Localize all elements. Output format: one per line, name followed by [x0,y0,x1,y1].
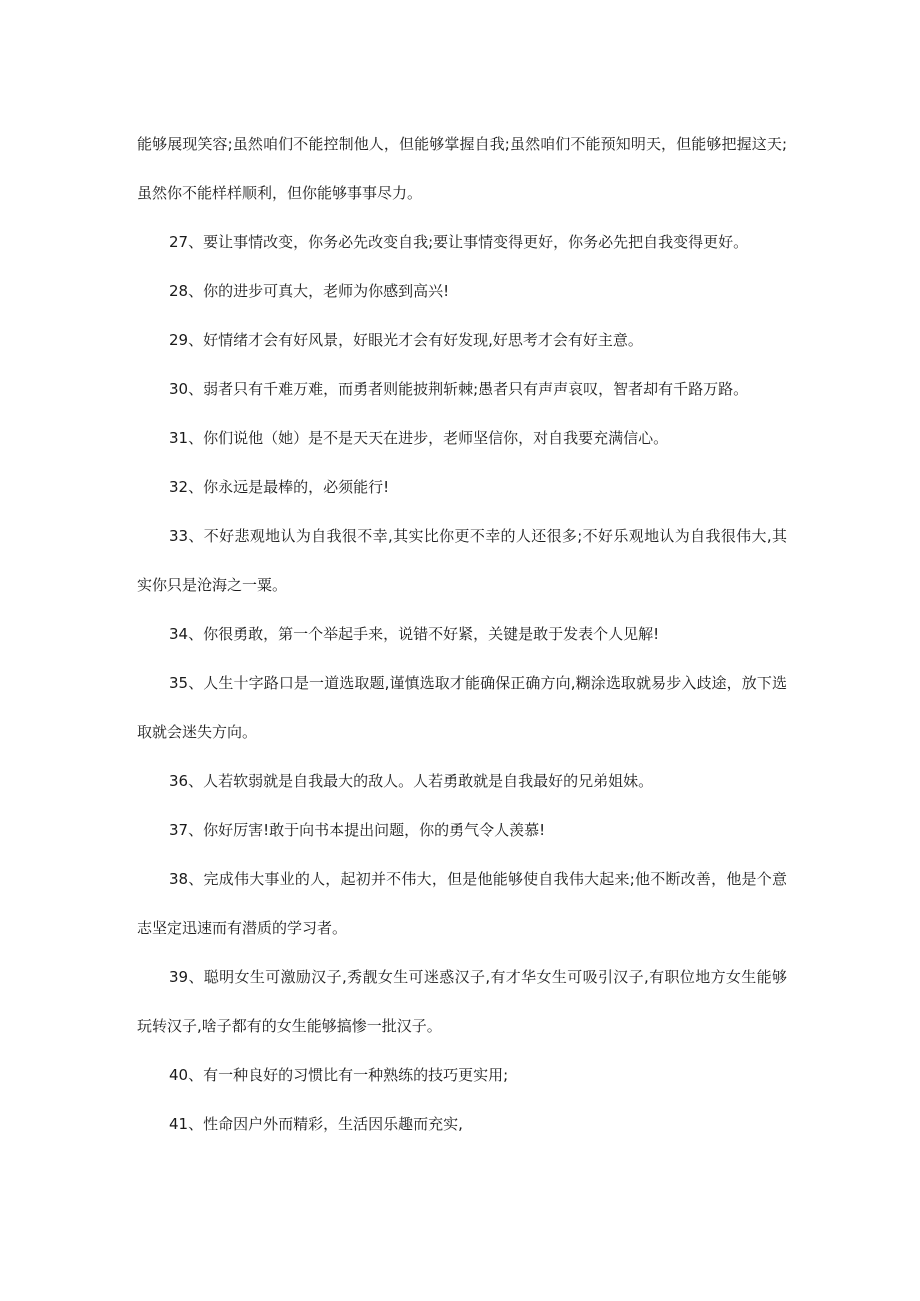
paragraph: 28、你的进步可真大，老师为你感到高兴! [169,282,450,300]
paragraph: 32、你永远是最棒的，必须能行! [169,478,390,496]
paragraph: 36、人若软弱就是自我最大的敌人。人若勇敢就是自我最好的兄弟姐妹。 [169,772,654,790]
paragraph: 35、人生十字路口是一道选取题,谨慎选取才能确保正确方向,糊涂选取就易步入歧途，放下选取就会迷失方向。 [137,674,787,741]
paragraph: 38、完成伟大事业的人，起初并不伟大，但是他能够使自我伟大起来;他不断改善，他是个意志坚定迅速而有潜质的学习者。 [137,870,787,937]
paragraph: 37、你好厉害!敢于向书本提出问题，你的勇气令人羡慕! [169,821,546,839]
paragraph: 39、聪明女生可激励汉子,秀靓女生可迷惑汉子,有才华女生可吸引汉子,有职位地方女生能够玩转汉子,啥子都有的女生能够搞惨一批汉子。 [137,968,787,1035]
paragraph: 30、弱者只有千难万难，而勇者则能披荆斩棘;愚者只有声声哀叹，智者却有千路万路。 [169,380,749,398]
document-body [137,120,787,1149]
paragraph: 34、你很勇敢，第一个举起手来，说错不好紧，关键是敢于发表个人见解! [169,625,660,643]
paragraph: 31、你们说他（她）是不是天天在进步，老师坚信你，对自我要充满信心。 [169,429,669,447]
paragraph: 29、好情绪才会有好风景，好眼光才会有好发现,好思考才会有好主意。 [169,331,643,349]
paragraph: 27、要让事情改变，你务必先改变自我;要让事情变得更好，你务必先把自我变得更好。 [169,233,749,251]
paragraph: 33、不好悲观地认为自我很不幸,其实比你更不幸的人还很多;不好乐观地认为自我很伟大,其实你只是沧海之一粟。 [137,527,787,594]
paragraph: 40、有一种良好的习惯比有一种熟练的技巧更实用; [169,1066,509,1084]
paragraph: 41、性命因户外而精彩，生活因乐趣而充实, [169,1115,463,1133]
paragraph: 能够展现笑容;虽然咱们不能控制他人，但能够掌握自我;虽然咱们不能预知明天，但能够把握这天;虽然你不能样样顺利，但你能够事事尽力。 [137,135,787,202]
